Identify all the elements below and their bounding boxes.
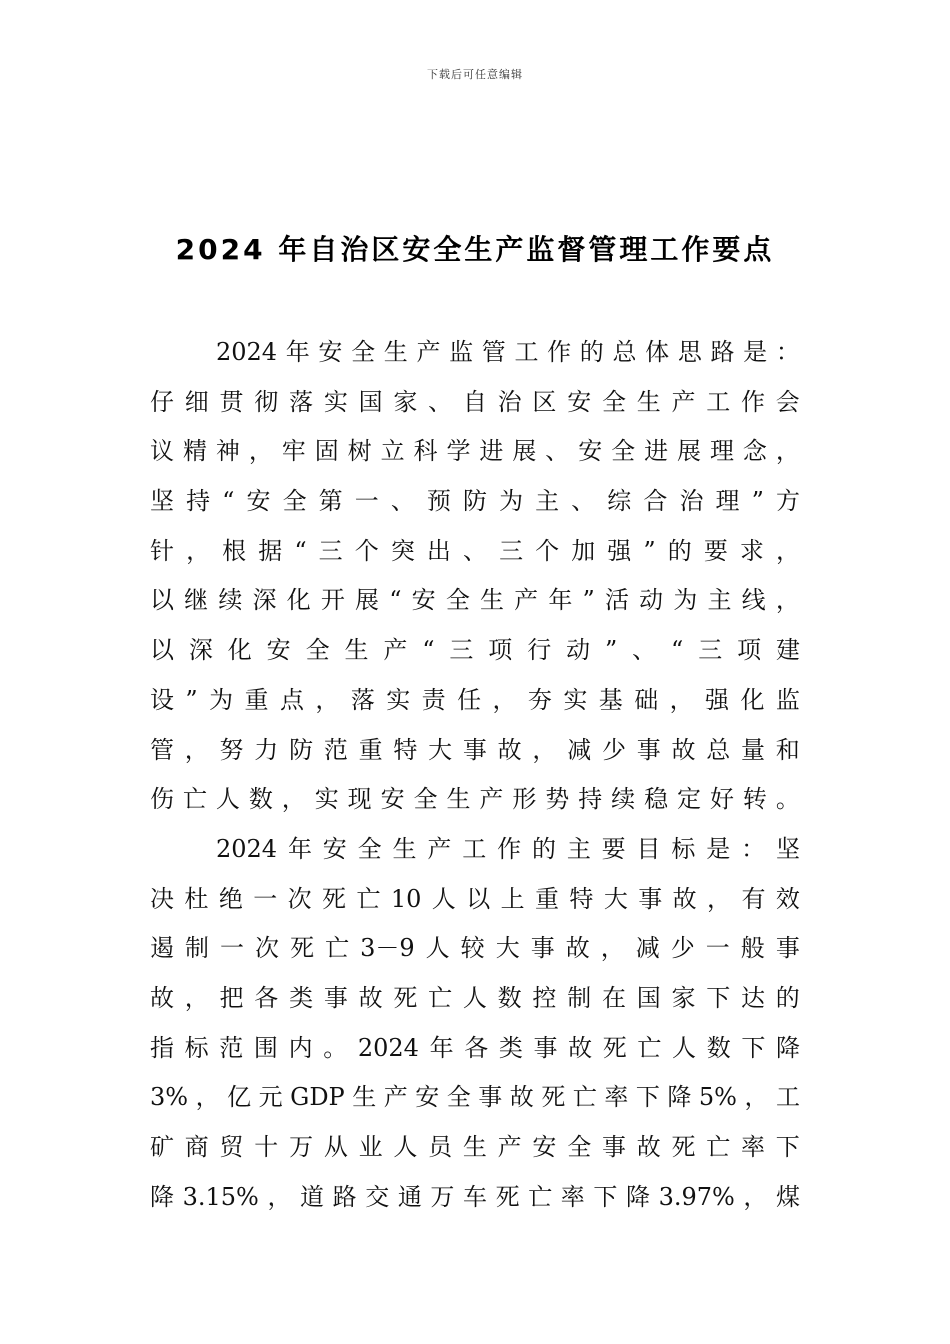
header-note: 下载后可任意编辑 (427, 68, 523, 81)
body-line: 降 3.15% ， 道 路 交 通 万 车 死 亡 率 下 降 3.97% ， 煤 (150, 1182, 800, 1211)
body-line: 议 精 神 ， 牢 固 树 立 科 学 进 展 、 安 全 进 展 理 念 ， (150, 437, 800, 466)
body-line: 仔 细 贯 彻 落 实 国 家 、 自 治 区 安 全 生 产 工 作 会 (150, 387, 800, 416)
body-line: 坚 持 “ 安 全 第 一 、 预 防 为 主 、 综 合 治 理 ” 方 (150, 487, 800, 516)
body-line: 故 ， 把 各 类 事 故 死 亡 人 数 控 制 在 国 家 下 达 的 (150, 983, 800, 1012)
body-line: 指 标 范 围 内 。 2024 年 各 类 事 故 死 亡 人 数 下 降 (150, 1033, 800, 1062)
body-line: 2024 年 安 全 生 产 工 作 的 主 要 目 标 是 ： 坚 (216, 834, 800, 863)
body-line: 针 ， 根 据 “ 三 个 突 出 、 三 个 加 强 ” 的 要 求 ， (150, 536, 800, 565)
body-line: 伤 亡 人 数 ， 实 现 安 全 生 产 形 势 持 续 稳 定 好 转 。 (150, 785, 800, 814)
body-line: 设 ” 为 重 点 ， 落 实 责 任 ， 夯 实 基 础 ， 强 化 监 (150, 685, 800, 714)
body-line: 矿 商 贸 十 万 从 业 人 员 生 产 安 全 事 故 死 亡 率 下 (150, 1133, 800, 1161)
body-line: 以 继 续 深 化 开 展 “ 安 全 生 产 年 ” 活 动 为 主 线 ， (150, 586, 800, 615)
body-line: 决 杜 绝 一 次 死 亡 10 人 以 上 重 特 大 事 故 ， 有 效 (150, 884, 800, 913)
body-line: 管 ， 努 力 防 范 重 特 大 事 故 ， 减 少 事 故 总 量 和 (150, 735, 800, 764)
document-title: 2024 年自治区安全生产监督管理工作要点 (175, 233, 775, 266)
document-body (150, 328, 800, 1222)
body-line: 以 深 化 安 全 生 产 “ 三 项 行 动 ” 、 “ 三 项 建 (150, 636, 800, 665)
body-line: 遏 制 一 次 死 亡 3－9 人 较 大 事 故 ， 减 少 一 般 事 (150, 934, 800, 963)
body-line: 2024 年 安 全 生 产 监 管 工 作 的 总 体 思 路 是 ： (216, 338, 800, 366)
body-line: 3% ， 亿 元 GDP 生 产 安 全 事 故 死 亡 率 下 降 5% ， 工 (150, 1083, 800, 1112)
